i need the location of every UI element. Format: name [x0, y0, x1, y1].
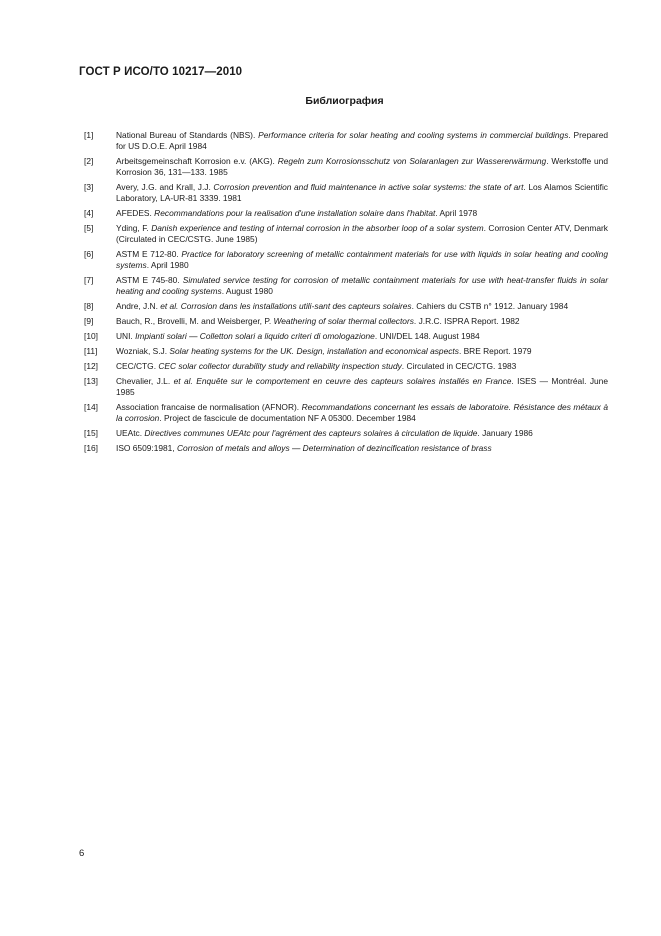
reference-text: [116, 249, 608, 271]
bibliography-title: Библиография: [305, 95, 384, 107]
reference-text: [116, 376, 608, 398]
reference-text: [116, 130, 608, 152]
reference-author: National Bureau of Standards (NBS).: [116, 130, 259, 140]
reference-number: [16]: [84, 443, 98, 453]
reference-details: . January 1986: [477, 428, 533, 438]
reference-work-title: Regeln zum Korrosionsschutz von Solaranlagen zur Wassererwärmung: [277, 156, 547, 166]
reference-number: [10]: [84, 331, 98, 341]
reference-number: [8]: [84, 301, 94, 311]
reference-work-title: Recommandations pour la realisation d'une installation solaire dans l'habitat: [154, 208, 436, 218]
standard-header: ГОСТ Р ИСО/ТО 10217—2010: [79, 66, 243, 78]
reference-work-title: Corrosion dans les installations utili-sant des capteurs solaires: [178, 301, 412, 311]
reference-work-title: Practice for laboratory screening of metallic containment materials for use with liquids in solar heating and cooling systems: [116, 249, 608, 270]
reference-entry: [84, 275, 608, 297]
reference-work-title: Danish experience and testing of internal corrosion in the absorber loop of a solar system: [151, 223, 484, 233]
reference-details: . August 1980: [221, 286, 273, 296]
reference-work-title: CEC solar collector durability study and reliability inspection study: [158, 361, 402, 371]
reference-text: [116, 346, 608, 357]
reference-author: Arbeitsgemeinschaft Korrosion e.v. (AKG).: [116, 156, 278, 166]
bibliography-list: [84, 130, 608, 458]
reference-author: AFEDES.: [116, 208, 155, 218]
reference-text: [116, 223, 608, 245]
reference-work-title: Corrosion of metals and alloys — Determination of dezincification resistance of brass: [177, 443, 492, 453]
reference-work-title: Impianti solari — Colletton solari a liquido criteri di omologazione: [135, 331, 375, 341]
reference-author: UNI.: [116, 331, 136, 341]
reference-work-title: Solar heating systems for the UK. Design, installation and economical aspects: [169, 346, 459, 356]
reference-text: [116, 301, 608, 312]
reference-entry: [84, 249, 608, 271]
reference-entry: [84, 182, 608, 204]
reference-number: [3]: [84, 182, 94, 192]
reference-author: Yding, F.: [116, 223, 152, 233]
reference-number: [13]: [84, 376, 98, 386]
reference-text: [116, 156, 608, 178]
reference-details: . Prepared for US D.O.E. April 1984: [116, 130, 609, 151]
page-number: 6: [79, 848, 85, 859]
reference-number: [5]: [84, 223, 94, 233]
reference-details: . ISES — Montréal. June 1985: [116, 376, 608, 397]
reference-details: . Cahiers du CSTB n° 1912. January 1984: [411, 301, 569, 311]
reference-entry: [84, 301, 608, 312]
reference-work-title: Weathering of solar thermal collectors: [273, 316, 414, 326]
reference-entry: [84, 130, 608, 152]
reference-number: [1]: [84, 130, 94, 140]
reference-author: CEC/CTG.: [116, 361, 159, 371]
reference-author: Wozniak, S.J.: [116, 346, 170, 356]
reference-et-al: et al.: [173, 376, 193, 386]
reference-entry: [84, 346, 608, 357]
reference-author: ASTM E 745-80.: [116, 275, 183, 285]
reference-number: [15]: [84, 428, 98, 438]
reference-author: Association francaise de normalisation (AFNOR).: [116, 402, 302, 412]
reference-work-title: Performance criteria for solar heating and cooling systems in commercial buildings: [258, 130, 569, 140]
reference-author: Avery, J.G. and Krall, J.J.: [116, 182, 214, 192]
reference-entry: [84, 361, 608, 372]
reference-details: . Werkstoffe und Korrosion 36, 131—133. 1985: [116, 156, 608, 177]
reference-entry: [84, 428, 608, 439]
reference-details: . UNI/DEL 148. August 1984: [374, 331, 480, 341]
reference-text: [116, 275, 608, 297]
reference-entry: [84, 156, 608, 178]
reference-details: . Corrosion Center ATV, Denmark (Circulated in CEC/CSTG. June 1985): [116, 223, 608, 244]
reference-details: . April 1980: [146, 260, 189, 270]
reference-entry: [84, 208, 608, 219]
page-title: [0, 95, 661, 107]
reference-details: . BRE Report. 1979: [458, 346, 532, 356]
reference-entry: [84, 443, 608, 454]
reference-author: Bauch, R., Brovelli, M. and Weisberger, P.: [116, 316, 274, 326]
reference-text: [116, 361, 608, 372]
reference-entry: [84, 316, 608, 327]
reference-work-title: Recommandations concernant les essais de laboratoire. Résistance des métaux à la corrosion: [116, 402, 608, 423]
reference-author: UEAtc.: [116, 428, 145, 438]
reference-text: [116, 402, 608, 424]
reference-details: . Project de fascicule de documentation NF A 05300. December 1984: [159, 413, 416, 423]
reference-details: . Los Alamos Scientific Laboratory, LA-UR-81 3339. 1981: [116, 182, 608, 203]
reference-number: [14]: [84, 402, 98, 412]
reference-text: [116, 316, 608, 327]
reference-details: . April 1978: [435, 208, 478, 218]
reference-entry: [84, 402, 608, 424]
reference-number: [11]: [84, 346, 98, 356]
reference-author: Andre, J.N.: [116, 301, 161, 311]
reference-text: [116, 331, 608, 342]
reference-work-title: Directives communes UEAtc pour l'agrément des capteurs solaires à circulation de liquide: [144, 428, 478, 438]
reference-entry: [84, 376, 608, 398]
reference-et-al: et al.: [160, 301, 179, 311]
reference-text: [116, 428, 608, 439]
reference-author: ASTM E 712-80.: [116, 249, 182, 259]
reference-details: . Circulated in CEC/CTG. 1983: [401, 361, 517, 371]
reference-text: [116, 182, 608, 204]
reference-number: [2]: [84, 156, 94, 166]
reference-work-title: Simulated service testing for corrosion of metallic containment materials for use with heat-transfer fluids in solar heating and cooling systems: [116, 275, 608, 296]
reference-number: [7]: [84, 275, 94, 285]
reference-entry: [84, 331, 608, 342]
reference-number: [12]: [84, 361, 98, 371]
reference-text: [116, 208, 608, 219]
reference-number: [6]: [84, 249, 94, 259]
reference-work-title: Corrosion prevention and fluid maintenance in active solar systems: the state of art: [213, 182, 524, 192]
reference-work-title: Enquête sur le comportement en ceuvre des capteurs solaires installés en France: [192, 376, 512, 386]
reference-text: [116, 443, 608, 454]
reference-author: ISO 6509:1981,: [116, 443, 177, 453]
reference-author: Chevalier, J.L.: [116, 376, 174, 386]
reference-number: [4]: [84, 208, 94, 218]
reference-details: . J.R.C. ISPRA Report. 1982: [413, 316, 520, 326]
reference-entry: [84, 223, 608, 245]
reference-number: [9]: [84, 316, 94, 326]
